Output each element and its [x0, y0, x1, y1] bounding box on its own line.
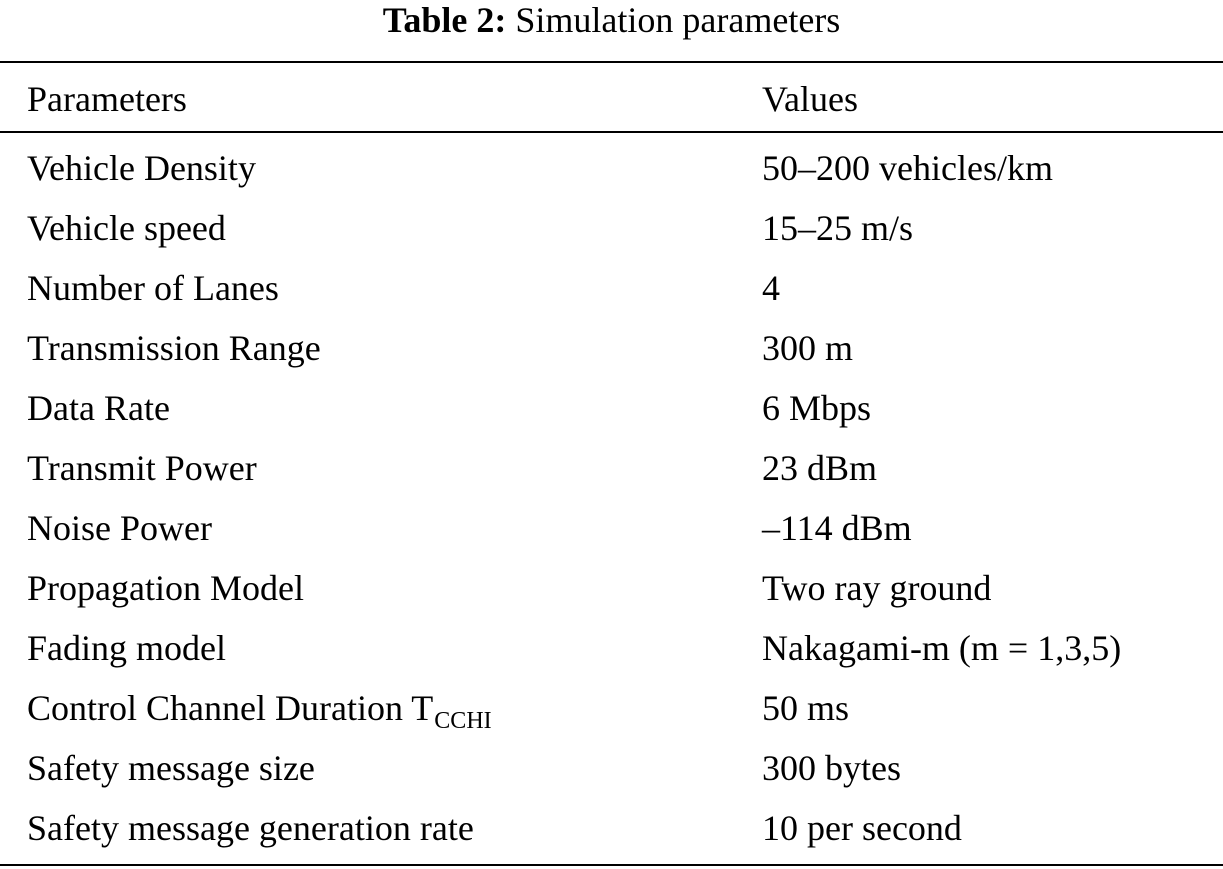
value-cell: 23 dBm — [762, 448, 878, 488]
table-row — [0, 681, 1223, 741]
value-cell: –114 dBm — [762, 508, 912, 548]
parameter-cell: Transmission Range — [27, 328, 321, 368]
table-row — [0, 201, 1223, 261]
table-row — [0, 621, 1223, 681]
value-cell: Two ray ground — [762, 568, 992, 608]
value-cell: 4 — [762, 268, 780, 308]
parameter-text: Control Channel Duration T — [27, 688, 434, 728]
top-rule — [0, 61, 1223, 63]
caption-label: Table 2: — [382, 0, 507, 40]
parameter-cell: Propagation Model — [27, 568, 304, 608]
header-rule — [0, 131, 1223, 133]
table-row — [0, 801, 1223, 861]
parameter-cell: Vehicle Density — [27, 148, 256, 188]
caption-title: Simulation parameters — [515, 0, 841, 40]
parameter-cell: Vehicle speed — [27, 208, 226, 248]
table-row — [0, 321, 1223, 381]
parameter-cell: Safety message size — [27, 748, 315, 788]
parameter-cell: Noise Power — [27, 508, 212, 548]
value-cell: 50–200 vehicles/km — [762, 148, 1053, 188]
value-cell: Nakagami-m (m = 1,3,5) — [762, 628, 1122, 668]
parameter-cell: Safety message generation rate — [27, 808, 474, 848]
table-caption — [0, 0, 1223, 40]
table-row — [0, 441, 1223, 501]
parameters-table — [0, 141, 1223, 861]
parameter-subscript: CCHI — [434, 708, 492, 734]
table-row — [0, 381, 1223, 441]
value-cell: 15–25 m/s — [762, 208, 914, 248]
parameter-cell: Number of Lanes — [27, 268, 279, 308]
table-row — [0, 141, 1223, 201]
value-cell: 6 Mbps — [762, 388, 872, 428]
parameter-cell: Fading model — [27, 628, 226, 668]
value-cell: 10 per second — [762, 808, 962, 848]
value-cell: 300 m — [762, 328, 854, 368]
table-row — [0, 261, 1223, 321]
table-row — [0, 501, 1223, 561]
header-row — [0, 72, 1223, 126]
parameter-cell — [0, 681, 762, 741]
table-row — [0, 741, 1223, 801]
parameter-cell: Data Rate — [27, 388, 170, 428]
header-values: Values — [762, 79, 858, 119]
value-cell: 50 ms — [762, 688, 850, 728]
table-row — [0, 561, 1223, 621]
bottom-rule — [0, 864, 1223, 866]
parameter-cell: Transmit Power — [27, 448, 257, 488]
table-header — [0, 72, 1223, 126]
value-cell: 300 bytes — [762, 748, 901, 788]
header-parameters: Parameters — [27, 79, 187, 119]
